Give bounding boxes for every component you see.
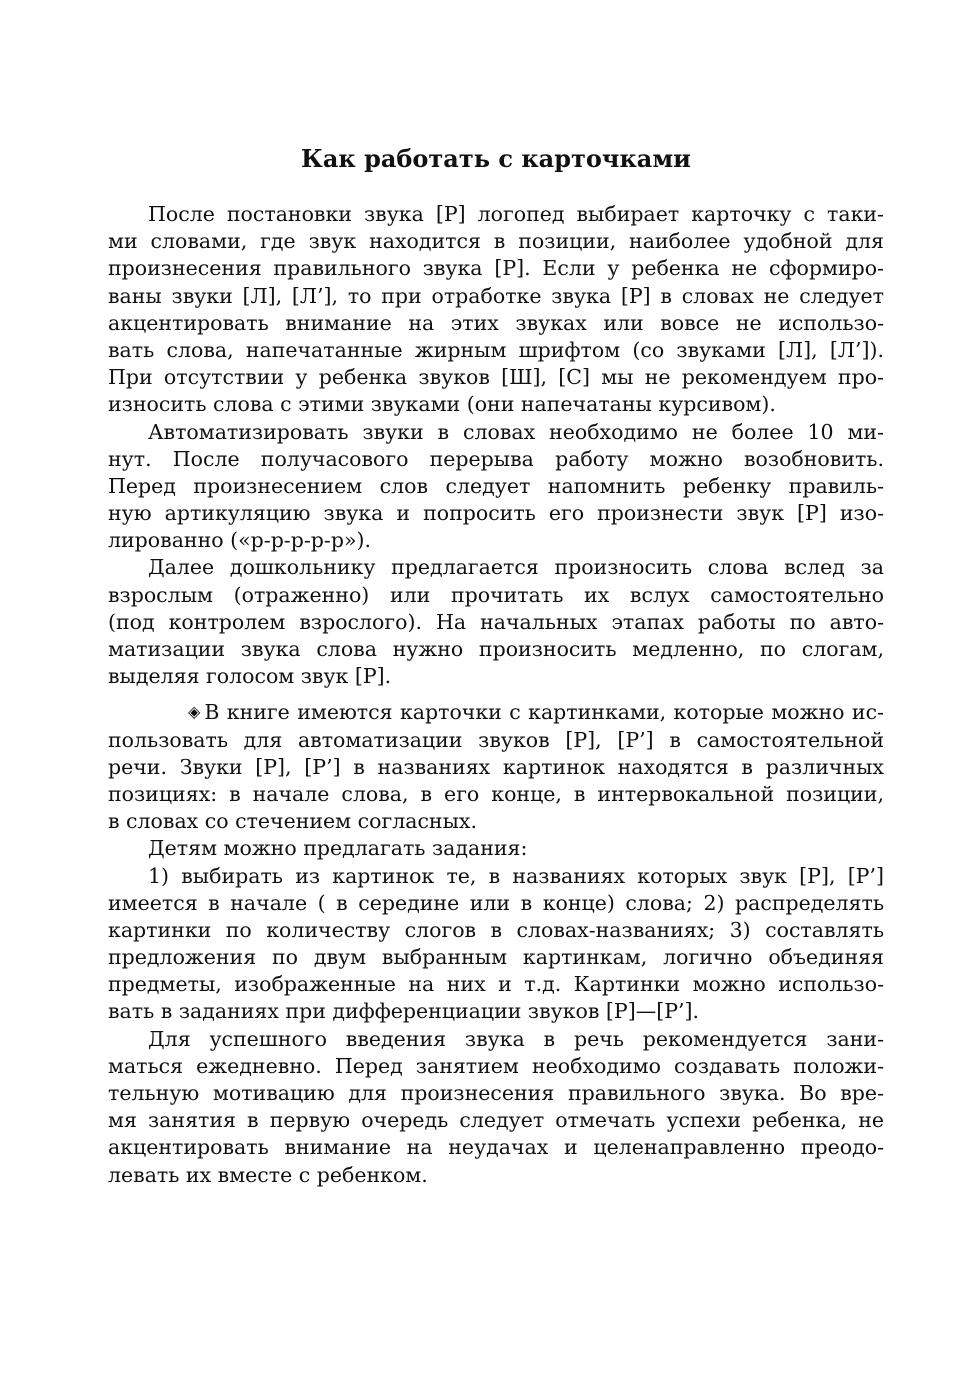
text-line: имеется в начале ( в середине или в конце) слова; 2) распределять [108,890,884,915]
section-gap [108,690,884,699]
text-line: в словах со стечением согласных. [108,809,477,834]
text-line: Детям можно предлагать задания: [148,836,528,861]
text-line: вать слова, напечатанные жирным шрифтом (со звуками [Л], [Л’]). [108,337,884,362]
text-line: взрослым (отраженно) или прочитать их вслух самостоятельно [108,582,884,607]
text-line: (под контролем взрослого). На начальных этапах работы по авто- [108,609,884,634]
text-line: произнесения правильного звука [Р]. Если у ребенка не сформиро- [108,256,884,281]
diamond-bullet-icon: ◈ [188,702,201,722]
text-line: износить слова с этими звуками (они напечатаны курсивом). [108,392,776,417]
text-line: предложения по двум выбранным картинкам, логично объединяя [108,945,884,970]
text-line: лированно («р-р-р-р-р»). [108,528,372,553]
text-line: выделяя голосом звук [Р]. [108,664,392,689]
text-line: После постановки звука [Р] логопед выбирает карточку с таки- [148,202,884,226]
paragraph-7 [108,1026,884,1189]
paragraph-3 [108,554,884,690]
text-line: ваны звуки [Л], [Л’], то при отработке звука [Р] в словах не следует [108,283,884,308]
text-line: 1) выбирать из картинок те, в названиях которых звук [Р], [Р’] [148,863,884,888]
paragraph-5 [108,835,884,862]
text-line: При отсутствии у ребенка звуков [Ш], [С] мы не рекомендуем про- [108,365,884,390]
paragraph-1 [108,201,884,419]
text-line: картинки по количеству слогов в словах-названиях; 3) составлять [108,917,884,942]
text-line: позициях: в начале слова, в его конце, в интервокальной позиции, [108,781,884,806]
text-line: ми словами, где звук находится в позиции, наиболее удобной для [108,229,884,254]
text-line: левать их вместе с ребенком. [108,1162,428,1187]
text-line: нут. После получасового перерыва работу можно возобновить. [108,446,884,471]
paragraph-2 [108,419,884,555]
text-line: речи. Звуки [Р], [Р’] в названиях картинок находятся в различных [108,754,884,779]
text-line: акцентировать внимание на этих звуках или вовсе не использо- [108,310,884,335]
text-line: матизации звука слова нужно произносить медленно, по слогам, [108,637,884,661]
text-line: акцентировать внимание на неудачах и целенаправленно преодо- [108,1135,884,1160]
paragraph-6 [108,863,884,1026]
text-line: ную артикуляцию звука и попросить его произнести звук [Р] изо- [108,501,884,526]
text-line: маться ежедневно. Перед занятием необходимо создавать положи- [108,1053,884,1078]
document-page [108,140,884,1189]
text-line: Перед произнесением слов следует напомнить ребенку правиль- [108,473,884,498]
text-line: предметы, изображенные на них и т.д. Картинки можно использо- [108,972,884,997]
paragraph-4 [108,699,884,835]
text-line: пользовать для автоматизации звуков [Р], [Р’] в самостоятельной [108,727,884,752]
text-line: тельную мотивацию для произнесения правильного звука. Во вре- [108,1081,884,1105]
text-line: мя занятия в первую очередь следует отмечать успехи ребенка, не [108,1108,884,1133]
text-line: Для успешного введения звука в речь рекомендуется зани- [148,1026,884,1051]
text-line: вать в заданиях при дифференциации звуков [Р]—[Р’]. [108,999,700,1024]
page-title: Как работать с карточками [301,144,691,173]
text-line: Далее дошкольнику предлагается произносить слова вслед за [148,555,884,580]
text-line [108,699,884,726]
text-line: Автоматизировать звуки в словах необходимо не более 10 ми- [148,419,884,444]
text-line-content: В книге имеются карточки с картинками, которые можно ис- [204,700,884,725]
